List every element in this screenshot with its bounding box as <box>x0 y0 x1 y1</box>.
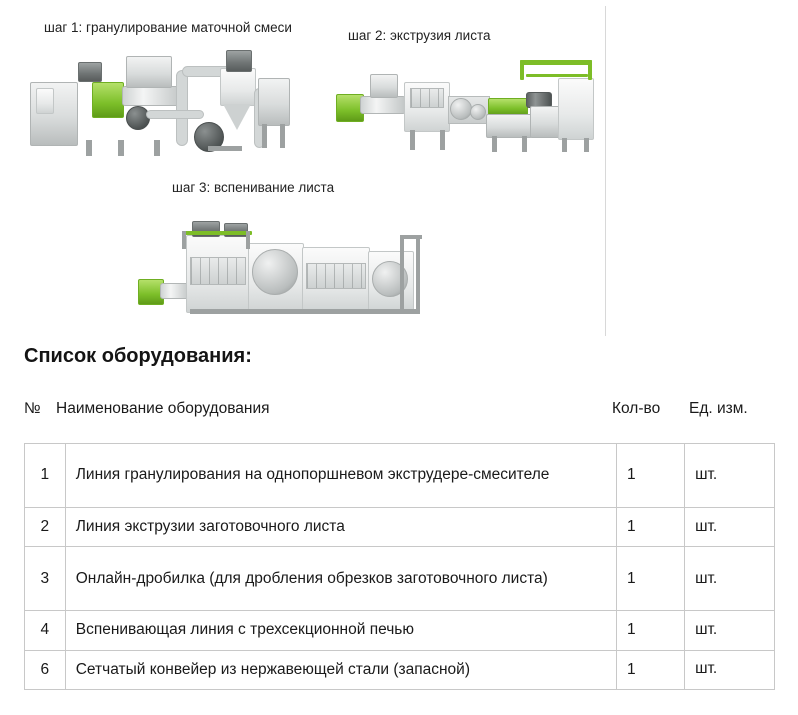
row-unit: шт. <box>685 611 775 650</box>
step-1-caption: шаг 1: гранулирование маточной смеси <box>44 20 292 35</box>
row-name: Вспенивающая линия с трехсекционной печью <box>65 611 616 650</box>
table-row <box>25 547 775 611</box>
row-quantity: 1 <box>617 611 685 650</box>
step-3-caption: шаг 3: вспенивание листа <box>172 180 335 195</box>
row-name: Линия экструзии заготовочного листа <box>65 508 616 547</box>
row-quantity: 1 <box>617 650 685 689</box>
row-number: 6 <box>25 650 66 689</box>
table-header-quantity: Кол-во <box>612 400 661 417</box>
row-unit: шт. <box>685 508 775 547</box>
equipment-table <box>24 443 775 690</box>
step-1-machine-illustration <box>26 48 326 163</box>
table-header-row <box>24 400 774 422</box>
row-quantity: 1 <box>617 508 685 547</box>
page-title: Список оборудования: <box>24 345 252 367</box>
row-quantity: 1 <box>617 547 685 611</box>
step-2-caption: шаг 2: экструзия листа <box>348 28 491 43</box>
row-name: Линия гранулирования на однопоршневом экструдере-смесителе <box>65 444 616 508</box>
row-name: Онлайн-дробилка (для дробления обрезков заготовочного листа) <box>65 547 616 611</box>
figure-divider <box>605 6 606 336</box>
table-header-name: Наименование оборудования <box>56 400 270 417</box>
row-quantity: 1 <box>617 444 685 508</box>
row-number: 2 <box>25 508 66 547</box>
table-row <box>25 650 775 689</box>
table-row <box>25 508 775 547</box>
table-row <box>25 611 775 650</box>
row-unit: шт. <box>685 444 775 508</box>
row-number: 3 <box>25 547 66 611</box>
row-unit: шт. <box>685 650 775 689</box>
row-number: 1 <box>25 444 66 508</box>
table-row <box>25 444 775 508</box>
row-unit: шт. <box>685 547 775 611</box>
table-header-unit: Ед. изм. <box>689 400 748 417</box>
row-name: Сетчатый конвейер из нержавеющей стали (запасной) <box>65 650 616 689</box>
step-2-machine-illustration <box>330 52 600 167</box>
step-3-machine-illustration <box>130 205 430 325</box>
equipment-illustration-area <box>0 0 798 330</box>
table-header-number: № <box>24 400 41 417</box>
row-number: 4 <box>25 611 66 650</box>
